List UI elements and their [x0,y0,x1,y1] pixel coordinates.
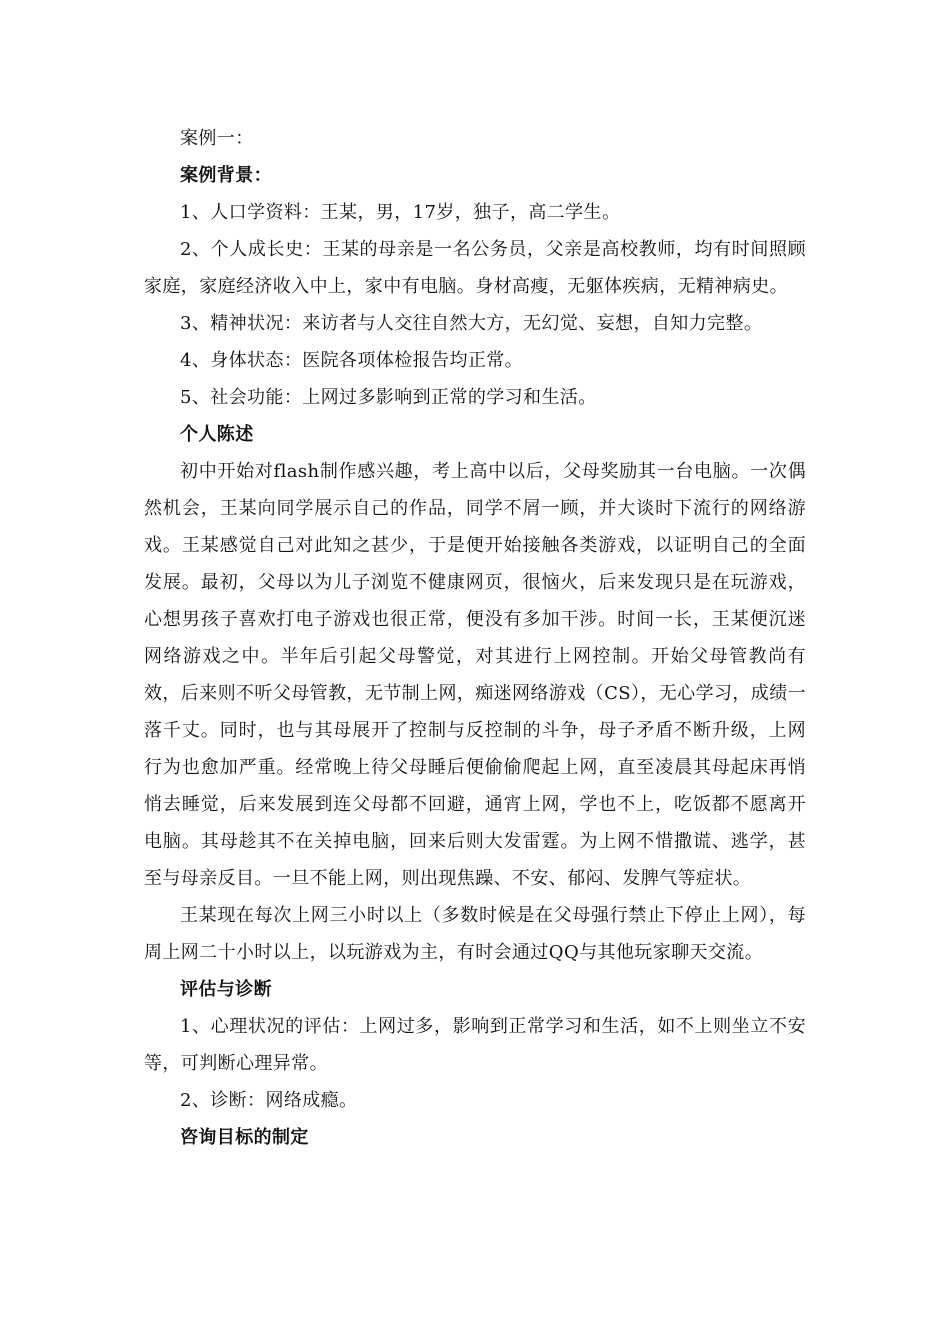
background-item-physical-status: 4、身体状态：医院各项体检报告均正常。 [180,350,524,371]
statement-paragraph-2: 王某现在每次上网三小时以上（多数时候是在父母强行禁止下停止上网），每周上网二十小时以上，以玩游戏为主，有时会通过QQ与其他玩家聊天交流。 [144,905,806,963]
assessment-item-diagnosis: 2、诊断：网络成瘾。 [180,1090,358,1111]
background-item-social-function: 5、社会功能：上网过多影响到正常的学习和生活。 [180,387,597,408]
background-heading: 案例背景： [180,165,272,186]
document-body [144,120,806,1156]
assessment-item-evaluation: 1、心理状况的评估：上网过多，影响到正常学习和生活，如不上则坐立不安等，可判断心理异常。 [144,1016,806,1074]
background-item-mental-status: 3、精神状况：来访者与人交往自然大方，无幻觉、妄想，自知力完整。 [180,313,763,334]
assessment-heading: 评估与诊断 [180,979,272,1000]
background-item-growth-history: 2、个人成长史：王某的母亲是一名公务员，父亲是高校教师，均有时间照顾家庭，家庭经济收入中上，家中有电脑。身材高瘦，无躯体疾病，无精神病史。 [144,239,806,297]
case-title: 案例一： [180,128,254,149]
goal-heading: 咨询目标的制定 [180,1127,309,1148]
background-item-demographics: 1、人口学资料：王某，男，17岁，独子，高二学生。 [180,202,621,223]
statement-heading: 个人陈述 [180,424,254,445]
statement-paragraph-1: 初中开始对flash制作感兴趣，考上高中以后，父母奖励其一台电脑。一次偶然机会，王某向同学展示自己的作品，同学不屑一顾，并大谈时下流行的网络游戏。王某感觉自己对此知之甚少，于是便开始接触各类游戏，以证明自己的全面发展。最初，父母以为儿子浏览不健康网页，很恼火，后来发现只是在玩游戏，心想男孩子喜欢打电子游戏也很正常，便没有多加干涉。时间一长，王某便沉迷网络游戏之中。半年后引起父母警觉，对其进行上网控制。开始父母管教尚有效，后来则不听父母管教，无节制上网，痴迷网络游戏（CS），无心学习，成绩一落千丈。同时，也与其母展开了控制与反控制的斗争，母子矛盾不断升级，上网行为也愈加严重。经常晚上待父母睡后便偷偷爬起上网，直至凌晨其母起床再悄悄去睡觉，后来发展到连父母都不回避，通宵上网，学也不上，吃饭都不愿离开电脑。其母趁其不在关掉电脑，回来后则大发雷霆。为上网不惜撒谎、逃学，甚至与母亲反目。一旦不能上网，则出现焦躁、不安、郁闷、发脾气等症状。 [144,461,806,889]
